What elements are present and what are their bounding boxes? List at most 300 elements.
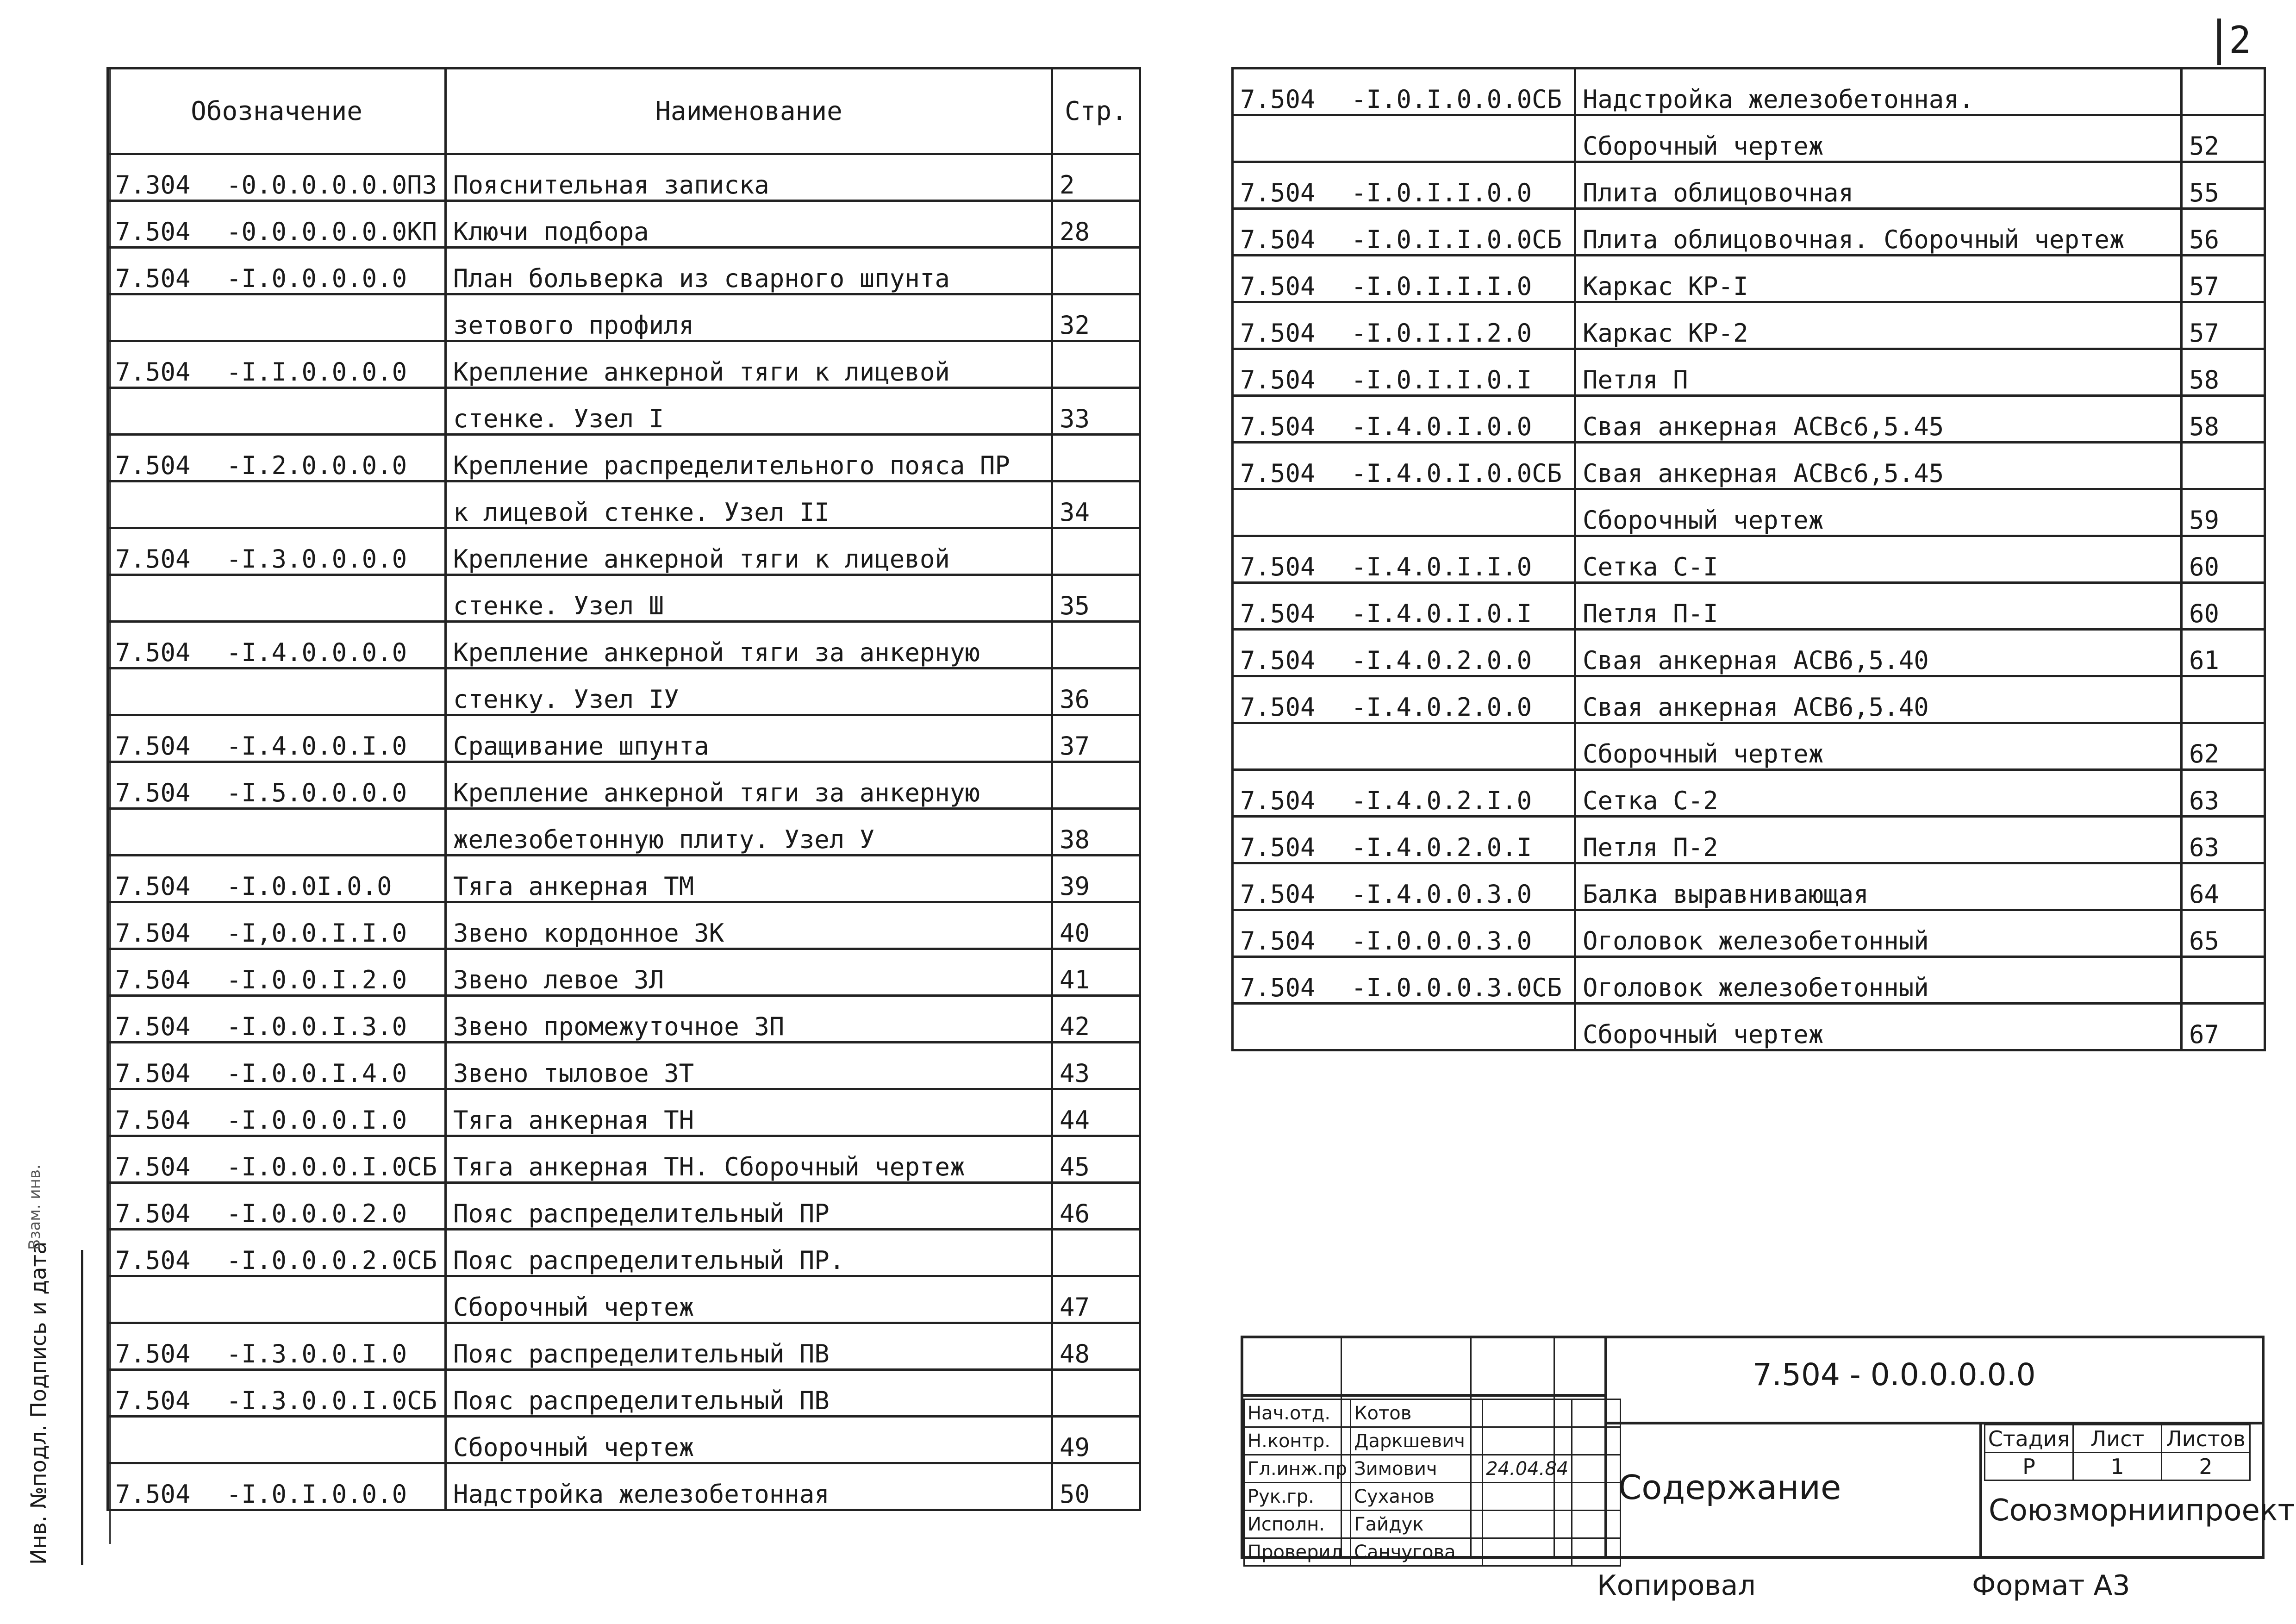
designation-cell	[108, 1089, 446, 1136]
designation-code: -I.5.0.0.0.0	[226, 778, 407, 807]
name-cell: стенку. Узел IУ	[446, 668, 1052, 715]
name-cell: Плита облицовочная. Сборочный чертеж	[1575, 209, 2182, 256]
date-cell	[1572, 1483, 1621, 1511]
name-cell: Свая анкерная АСВс6,5.45	[1575, 396, 2182, 443]
name-cell: Сетка С-I	[1575, 536, 2182, 583]
signature-cell	[1483, 1483, 1572, 1511]
binding-line	[81, 1250, 83, 1565]
name-cell: Надстройка железобетонная.	[1575, 69, 2182, 115]
designation-code: -I.I.0.0.0.0	[226, 357, 407, 387]
designation-cell	[108, 575, 446, 622]
designation-cell	[108, 1323, 446, 1370]
designation-code: -I.0.I.I.I.0	[1351, 272, 1532, 301]
designation-series: 7.504	[115, 965, 191, 994]
designation-cell	[1233, 770, 1575, 817]
signature-cell	[1483, 1538, 1572, 1566]
designation-series: 7.504	[115, 1106, 191, 1135]
page-cell	[1052, 1230, 1140, 1276]
header-name: Наименование	[446, 69, 1052, 154]
designation-cell	[1233, 396, 1575, 443]
title-block	[1241, 1336, 2295, 1563]
table-row	[108, 435, 1140, 481]
designation-code: -I.4.0.I.I.0	[1351, 552, 1532, 581]
date-cell	[1572, 1511, 1621, 1538]
name-cell: Тяга анкерная ТН. Сборочный чертеж	[446, 1136, 1052, 1183]
designation-series: 7.504	[1240, 319, 1316, 348]
table-row	[108, 1463, 1140, 1510]
table-row	[1233, 957, 2265, 1004]
role-row	[1244, 1511, 1621, 1538]
designation-code: -I.2.0.0.0.0	[226, 451, 407, 480]
page-cell: 34	[1052, 481, 1140, 528]
organization: Союзморниипроект	[1989, 1493, 2295, 1528]
name-cell: Тяга анкерная ТМ	[446, 856, 1052, 902]
table-row	[1233, 489, 2265, 536]
designation-cell	[108, 902, 446, 949]
table-row	[108, 1043, 1140, 1089]
roles-table	[1243, 1399, 1621, 1567]
page-cell: 32	[1052, 294, 1140, 341]
name-cell: зетового профиля	[446, 294, 1052, 341]
table-row	[1233, 723, 2265, 770]
page-cell: 57	[2182, 302, 2265, 349]
table-row	[1233, 162, 2265, 209]
designation-cell	[108, 996, 446, 1043]
page-cell: 28	[1052, 201, 1140, 248]
binding-margin	[26, 1241, 93, 1565]
table-row	[108, 481, 1140, 528]
designation-series: 7.504	[115, 1059, 191, 1088]
table-row	[108, 856, 1140, 902]
page-cell: 36	[1052, 668, 1140, 715]
designation-code: -I.0.0.0.I.0СБ	[226, 1152, 437, 1181]
name-cell: Звено кордонное ЗК	[446, 902, 1052, 949]
page-cell	[2182, 957, 2265, 1004]
name-cell: Крепление анкерной тяги к лицевой	[446, 528, 1052, 575]
document-code: 7.504 - 0.0.0.0.0.0	[1753, 1357, 2036, 1393]
name-cell: Звено тыловое ЗТ	[446, 1043, 1052, 1089]
table-row	[1233, 1004, 2265, 1050]
page-cell: 63	[2182, 770, 2265, 817]
designation-cell	[108, 715, 446, 762]
name-cell: Каркас КР-2	[1575, 302, 2182, 349]
designation-code: -I.4.0.I.0.0	[1351, 412, 1532, 441]
page-cell	[1052, 762, 1140, 809]
designation-cell	[108, 856, 446, 902]
binding-mark	[25, 1157, 72, 1250]
page-cell: 47	[1052, 1276, 1140, 1323]
role-label: Проверил	[1244, 1538, 1351, 1566]
page-cell: 59	[2182, 489, 2265, 536]
role-label: Нач.отд.	[1244, 1399, 1351, 1427]
page-cell: 58	[2182, 396, 2265, 443]
designation-code: -I.0.0.0.I.0	[226, 1106, 407, 1135]
page-cell	[2182, 69, 2265, 115]
page-cell: 42	[1052, 996, 1140, 1043]
name-cell: Тяга анкерная ТН	[446, 1089, 1052, 1136]
name-cell: Оголовок железобетонный	[1575, 957, 2182, 1004]
designation-cell	[1233, 489, 1575, 536]
date-cell	[1572, 1538, 1621, 1566]
name-cell: стенке. Узел Ш	[446, 575, 1052, 622]
designation-cell	[108, 762, 446, 809]
table-row	[1233, 349, 2265, 396]
format-label: Формат А3	[1972, 1569, 2130, 1602]
table-row	[108, 1370, 1140, 1417]
name-cell: Пояс распределительный ПР.	[446, 1230, 1052, 1276]
page-cell: 48	[1052, 1323, 1140, 1370]
table-row	[108, 622, 1140, 668]
table-row	[108, 949, 1140, 996]
name-cell: стенке. Узел I	[446, 388, 1052, 435]
designation-cell	[1233, 256, 1575, 302]
page-cell: 65	[2182, 910, 2265, 957]
contents-table-right	[1231, 67, 2266, 1051]
designation-code: -I.4.0.0.0.0	[226, 638, 407, 667]
sheet-header: Лист	[2073, 1425, 2162, 1453]
name-cell: Ключи подбора	[446, 201, 1052, 248]
page-cell: 35	[1052, 575, 1140, 622]
page-cell: 60	[2182, 583, 2265, 630]
name-cell: Сборочный чертеж	[1575, 723, 2182, 770]
signature-cell: 24.04.84	[1483, 1455, 1572, 1483]
designation-code: -I.4.0.I.0.I	[1351, 599, 1532, 628]
page-cell	[2182, 443, 2265, 489]
page-cell: 64	[2182, 863, 2265, 910]
designation-code: -I.4.0.2.0.I	[1351, 833, 1532, 862]
page-cell: 45	[1052, 1136, 1140, 1183]
designation-cell	[108, 622, 446, 668]
designation-code: -I.3.0.0.0.0	[226, 544, 407, 574]
stamp-vline	[1979, 1422, 1982, 1556]
sheet-value: 1	[2073, 1453, 2162, 1480]
designation-code: -I.0.I.I.2.0	[1351, 319, 1532, 348]
designation-cell	[108, 1043, 446, 1089]
table-row	[108, 1276, 1140, 1323]
page-cell: 62	[2182, 723, 2265, 770]
designation-code: -0.0.0.0.0.0ПЗ	[226, 170, 437, 200]
document-title: Содержание	[1618, 1468, 1841, 1507]
table-row	[1233, 863, 2265, 910]
designation-code: -I.0.I.I.0.0	[1351, 178, 1532, 207]
designation-series: 7.504	[1240, 833, 1316, 862]
designation-cell	[1233, 69, 1575, 115]
role-label: Рук.гр.	[1244, 1483, 1351, 1511]
role-row	[1244, 1455, 1621, 1483]
name-cell: Каркас КР-I	[1575, 256, 2182, 302]
name-cell: Крепление анкерной тяги к лицевой	[446, 341, 1052, 388]
name-cell: Крепление распределительного пояса ПР	[446, 435, 1052, 481]
page-cell: 43	[1052, 1043, 1140, 1089]
designation-code: -0.0.0.0.0.0КП	[226, 217, 437, 246]
designation-code: -I.0.0.0.2.0	[226, 1199, 407, 1228]
designation-cell	[1233, 162, 1575, 209]
designation-code: -I.4.0.0.3.0	[1351, 880, 1532, 909]
table-row	[108, 1089, 1140, 1136]
designation-code: -I.0.0.I.4.0	[226, 1059, 407, 1088]
page-cell: 63	[2182, 817, 2265, 863]
designation-cell	[1233, 115, 1575, 162]
designation-code: -I.0.0.0.3.0	[1351, 926, 1532, 956]
designation-code: -I.0.I.I.0.I	[1351, 365, 1532, 394]
designation-cell	[108, 1136, 446, 1183]
page-cell: 2	[1052, 154, 1140, 201]
table-row	[1233, 302, 2265, 349]
page-cell: 49	[1052, 1417, 1140, 1463]
designation-series: 7.504	[115, 918, 191, 948]
date-cell	[1572, 1455, 1621, 1483]
name-cell: Звено левое ЗЛ	[446, 949, 1052, 996]
designation-series: 7.504	[1240, 693, 1316, 722]
binding-label: Инв. №подл. Подпись и дата	[26, 1241, 51, 1565]
designation-series: 7.504	[1240, 85, 1316, 114]
page-cell: 67	[2182, 1004, 2265, 1050]
role-person: Даркшевич	[1351, 1427, 1483, 1455]
name-cell: к лицевой стенке. Узел II	[446, 481, 1052, 528]
table-row	[1233, 256, 2265, 302]
signature-cell	[1483, 1427, 1572, 1455]
stage-table	[1984, 1424, 2251, 1481]
role-row	[1244, 1399, 1621, 1427]
page-cell: 40	[1052, 902, 1140, 949]
table-row	[108, 902, 1140, 949]
date-cell	[1572, 1399, 1621, 1427]
designation-code: -I.0.I.0.0.0	[226, 1480, 407, 1509]
table-row	[108, 715, 1140, 762]
designation-series: 7.504	[115, 731, 191, 761]
table-row	[1233, 676, 2265, 723]
name-cell: Крепление анкерной тяги за анкерную	[446, 762, 1052, 809]
name-cell: Петля П-2	[1575, 817, 2182, 863]
table-row	[108, 248, 1140, 294]
name-cell: Петля П-I	[1575, 583, 2182, 630]
designation-series: 7.504	[115, 451, 191, 480]
role-label: Н.контр.	[1244, 1427, 1351, 1455]
designation-series: 7.504	[1240, 552, 1316, 581]
sheets-value: 2	[2162, 1453, 2250, 1480]
designation-series: 7.504	[115, 1246, 191, 1275]
designation-cell	[108, 809, 446, 856]
designation-cell	[1233, 583, 1575, 630]
table-row	[108, 762, 1140, 809]
page-cell: 60	[2182, 536, 2265, 583]
name-cell: Звено промежуточное ЗП	[446, 996, 1052, 1043]
page-cell	[2182, 676, 2265, 723]
table-row	[108, 575, 1140, 622]
designation-series: 7.504	[1240, 926, 1316, 956]
table-row	[108, 388, 1140, 435]
designation-code: -I.0.I.0.0.0СБ	[1351, 85, 1562, 114]
designation-series: 7.504	[1240, 599, 1316, 628]
table-row	[108, 668, 1140, 715]
name-cell: Сетка С-2	[1575, 770, 2182, 817]
table-row	[108, 1136, 1140, 1183]
designation-series: 7.304	[115, 170, 191, 200]
table-row	[1233, 630, 2265, 676]
signature-cell	[1483, 1511, 1572, 1538]
name-cell: Сборочный чертеж	[446, 1276, 1052, 1323]
table-row	[108, 1323, 1140, 1370]
name-cell: Свая анкерная АСВс6,5.45	[1575, 443, 2182, 489]
table-row	[1233, 536, 2265, 583]
designation-series: 7.504	[115, 1386, 191, 1415]
table-row	[108, 1183, 1140, 1230]
sheets-header: Листов	[2162, 1425, 2250, 1453]
designation-code: -I.3.0.0.I.0СБ	[226, 1386, 437, 1415]
name-cell: Свая анкерная АСВ6,5.40	[1575, 676, 2182, 723]
role-person: Зимович	[1351, 1455, 1483, 1483]
designation-cell	[1233, 209, 1575, 256]
designation-cell	[108, 154, 446, 201]
header-page: Стр.	[1052, 69, 1140, 154]
designation-series: 7.504	[115, 544, 191, 574]
page-cell: 56	[2182, 209, 2265, 256]
designation-series: 7.504	[115, 1012, 191, 1041]
designation-code: -I.4.0.I.0.0СБ	[1351, 459, 1562, 488]
page-cell: 37	[1052, 715, 1140, 762]
designation-series: 7.504	[1240, 365, 1316, 394]
designation-cell	[108, 1370, 446, 1417]
designation-cell	[1233, 723, 1575, 770]
designation-series: 7.504	[115, 638, 191, 667]
name-cell: План больверка из сварного шпунта	[446, 248, 1052, 294]
table-row	[1233, 115, 2265, 162]
stage-value: Р	[1985, 1453, 2073, 1480]
name-cell: Пояс распределительный ПВ	[446, 1370, 1052, 1417]
designation-cell	[1233, 676, 1575, 723]
designation-series: 7.504	[1240, 225, 1316, 254]
name-cell: Сборочный чертеж	[446, 1417, 1052, 1463]
table-row	[1233, 910, 2265, 957]
role-label: Гл.инж.пр	[1244, 1455, 1351, 1483]
designation-series: 7.504	[1240, 178, 1316, 207]
signature-cell	[1483, 1399, 1572, 1427]
designation-cell	[108, 528, 446, 575]
page-cell	[1052, 1370, 1140, 1417]
designation-series: 7.504	[115, 1339, 191, 1368]
role-label: Исполн.	[1244, 1511, 1351, 1538]
designation-series: 7.504	[115, 872, 191, 901]
designation-code: -I.0.0.I.3.0	[226, 1012, 407, 1041]
page-cell	[1052, 528, 1140, 575]
page-cell: 61	[2182, 630, 2265, 676]
designation-cell	[108, 388, 446, 435]
designation-code: -I.0.0.I.2.0	[226, 965, 407, 994]
designation-cell	[108, 668, 446, 715]
designation-series: 7.504	[115, 778, 191, 807]
table-row	[108, 201, 1140, 248]
designation-series: 7.504	[115, 1199, 191, 1228]
designation-cell	[108, 481, 446, 528]
table-row	[1233, 209, 2265, 256]
page-cell: 58	[2182, 349, 2265, 396]
designation-series: 7.504	[115, 264, 191, 293]
page-cell: 41	[1052, 949, 1140, 996]
designation-series: 7.504	[115, 1480, 191, 1509]
designation-code: -I.0.I.I.0.0СБ	[1351, 225, 1562, 254]
table-row	[108, 154, 1140, 201]
table-row	[1233, 770, 2265, 817]
designation-cell	[1233, 957, 1575, 1004]
role-person: Санчугова	[1351, 1538, 1483, 1566]
binding-mark-text: Взам. инв.	[25, 1164, 44, 1250]
name-cell: железобетонную плиту. Узел У	[446, 809, 1052, 856]
designation-cell	[108, 341, 446, 388]
page-cell	[1052, 435, 1140, 481]
stage-header: Стадия	[1985, 1425, 2073, 1453]
sheet-number-bar	[2217, 19, 2221, 65]
page-cell: 33	[1052, 388, 1140, 435]
designation-series: 7.504	[1240, 786, 1316, 815]
designation-series: 7.504	[1240, 272, 1316, 301]
designation-cell	[1233, 817, 1575, 863]
designation-code: -I.4.0.2.I.0	[1351, 786, 1532, 815]
designation-cell	[1233, 443, 1575, 489]
designation-cell	[1233, 302, 1575, 349]
designation-cell	[1233, 1004, 1575, 1050]
name-cell: Надстройка железобетонная	[446, 1463, 1052, 1510]
page-cell: 46	[1052, 1183, 1140, 1230]
designation-cell	[108, 949, 446, 996]
designation-code: -I.0.0.0.2.0СБ	[226, 1246, 437, 1275]
role-row	[1244, 1427, 1621, 1455]
table-row	[108, 1230, 1140, 1276]
table-row	[108, 528, 1140, 575]
stamp-top-line	[1243, 1394, 1607, 1397]
designation-code: -I.4.0.2.0.0	[1351, 693, 1532, 722]
designation-code: -I.3.0.0.I.0	[226, 1339, 407, 1368]
table-row	[1233, 396, 2265, 443]
table-row	[108, 294, 1140, 341]
designation-series: 7.504	[1240, 412, 1316, 441]
designation-cell	[108, 435, 446, 481]
designation-cell	[1233, 910, 1575, 957]
designation-series: 7.504	[115, 1152, 191, 1181]
designation-cell	[108, 1463, 446, 1510]
designation-code: -I.0.0.0.3.0СБ	[1351, 973, 1562, 1002]
designation-cell	[108, 1183, 446, 1230]
table-row	[1233, 817, 2265, 863]
copied-label: Копировал	[1597, 1569, 1756, 1602]
contents-table-left	[106, 67, 1141, 1511]
designation-code: -I.0.0.0.0.0	[226, 264, 407, 293]
page-cell: 39	[1052, 856, 1140, 902]
table-row	[108, 341, 1140, 388]
table-row	[1233, 69, 2265, 115]
role-person: Котов	[1351, 1399, 1483, 1427]
designation-cell	[108, 1417, 446, 1463]
name-cell: Сборочный чертеж	[1575, 115, 2182, 162]
table-row	[108, 1417, 1140, 1463]
sheet-number: 2	[2229, 19, 2252, 62]
name-cell: Сборочный чертеж	[1575, 489, 2182, 536]
designation-cell	[108, 248, 446, 294]
table-row	[108, 996, 1140, 1043]
designation-cell	[108, 1230, 446, 1276]
name-cell: Оголовок железобетонный	[1575, 910, 2182, 957]
name-cell: Пояс распределительный ПР	[446, 1183, 1052, 1230]
designation-series: 7.504	[1240, 973, 1316, 1002]
designation-series: 7.504	[1240, 646, 1316, 675]
designation-cell	[108, 294, 446, 341]
designation-cell	[108, 201, 446, 248]
name-cell: Балка выравнивающая	[1575, 863, 2182, 910]
role-row	[1244, 1538, 1621, 1566]
designation-series: 7.504	[1240, 459, 1316, 488]
designation-code: -I,0.0.I.I.0	[226, 918, 407, 948]
designation-code: -I.4.0.0.I.0	[226, 731, 407, 761]
table-row	[1233, 443, 2265, 489]
